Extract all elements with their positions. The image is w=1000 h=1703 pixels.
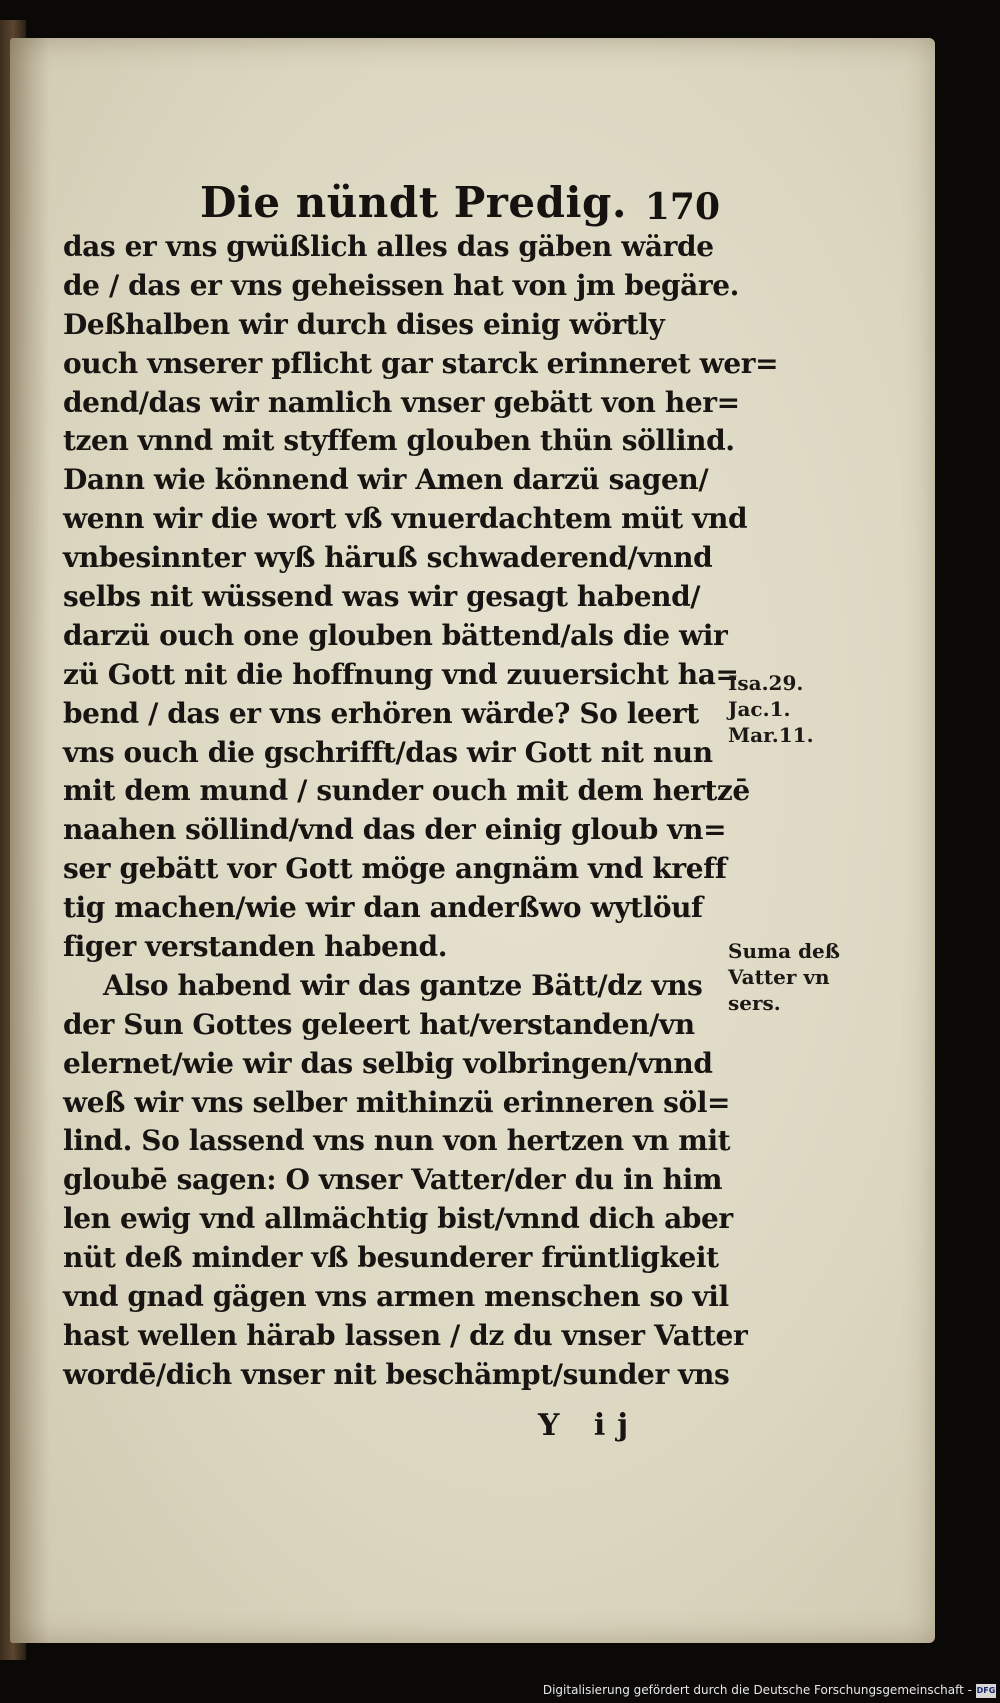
marginal-line: sers. (728, 991, 781, 1015)
paragraph-start-line: Also habend wir das gantze Bätt/dz vns (103, 968, 703, 1002)
text-line: tig machen/wie wir dan anderßwo wytlöuf (63, 891, 703, 925)
running-title: Die nündt Predig. (200, 178, 627, 227)
digitization-footer (0, 1681, 1000, 1703)
text-line: vnd gnad gägen vns armen menschen so vil (63, 1280, 729, 1314)
text-line: bend / das er vns erhören wärde? So leert (63, 696, 699, 730)
text-line: ser gebätt vor Gott möge angnäm vnd kreff (63, 852, 727, 886)
text-line: wenn wir die wort vß vnuerdachtem müt vnd (63, 502, 748, 536)
text-line: vnbesinnter wyß häruß schwaderend/vnnd (63, 541, 713, 575)
text-line: hast wellen härab lassen / dz du vnser Vatter (63, 1318, 748, 1352)
text-line: dend/das wir namlich vnser gebätt von her= (63, 385, 740, 419)
text-line: naahen söllind/vnd das der einig gloub vn= (63, 813, 727, 847)
marginal-line: Vatter vn (728, 965, 830, 989)
marginal-line: Mar.11. (728, 723, 814, 747)
dfg-logo-icon: DFG (976, 1684, 996, 1698)
text-line: figer verstanden habend. (63, 930, 448, 964)
text-line: de / das er vns geheissen hat von jm begäre. (63, 268, 740, 302)
book-page (10, 38, 935, 1643)
page-header (200, 178, 720, 233)
text-line: elernet/wie wir das selbig volbringen/vnnd (63, 1046, 713, 1080)
text-line: zü Gott nit die hoffnung vnd zuuersicht ha= (63, 657, 739, 691)
text-line: Deßhalben wir durch dises einig wörtly (63, 307, 665, 341)
marginal-line: Isa.29. (728, 671, 804, 695)
text-line: nüt deß minder vß besunderer früntligkeit (63, 1241, 719, 1275)
marginal-note-summary (728, 938, 858, 1016)
text-line: Dann wie könnend wir Amen darzü sagen/ (63, 463, 709, 497)
text-line: selbs nit wüssend was wir gesagt habend/ (63, 580, 701, 614)
text-line: ouch vnserer pflicht gar starck erinneret wer= (63, 346, 779, 380)
text-line: len ewig vnd allmächtig bist/vnnd dich aber (63, 1202, 733, 1236)
text-line: tzen vnnd mit styffem glouben thün söllind. (63, 424, 735, 458)
signature-mark: Y ij (538, 1408, 641, 1443)
text-line: gloubē sagen: O vnser Vatter/der du in him (63, 1163, 723, 1197)
text-line: der Sun Gottes geleert hat/verstanden/vn (63, 1007, 695, 1041)
text-line: vns ouch die gschrifft/das wir Gott nit nun (63, 735, 713, 769)
text-line: weß wir vns selber mithinzü erinneren söl= (63, 1085, 731, 1119)
text-line: darzü ouch one glouben bättend/als die wir (63, 618, 728, 652)
text-line: lind. So lassend vns nun von hertzen vn mit (63, 1124, 731, 1158)
marginal-line: Jac.1. (728, 697, 791, 721)
text-line: mit dem mund / sunder ouch mit dem hertzē (63, 774, 750, 808)
footer-credit: Digitalisierung gefördert durch die Deutsche Forschungsgemeinschaft - (542, 1683, 972, 1697)
text-line: wordē/dich vnser nit beschämpt/sunder vns (63, 1357, 730, 1391)
page-number: 170 (644, 186, 720, 228)
marginal-note-references (728, 670, 858, 748)
text-line: das er vns gwüßlich alles das gäben wärde (63, 230, 714, 263)
marginal-line: Suma deß (728, 939, 840, 963)
